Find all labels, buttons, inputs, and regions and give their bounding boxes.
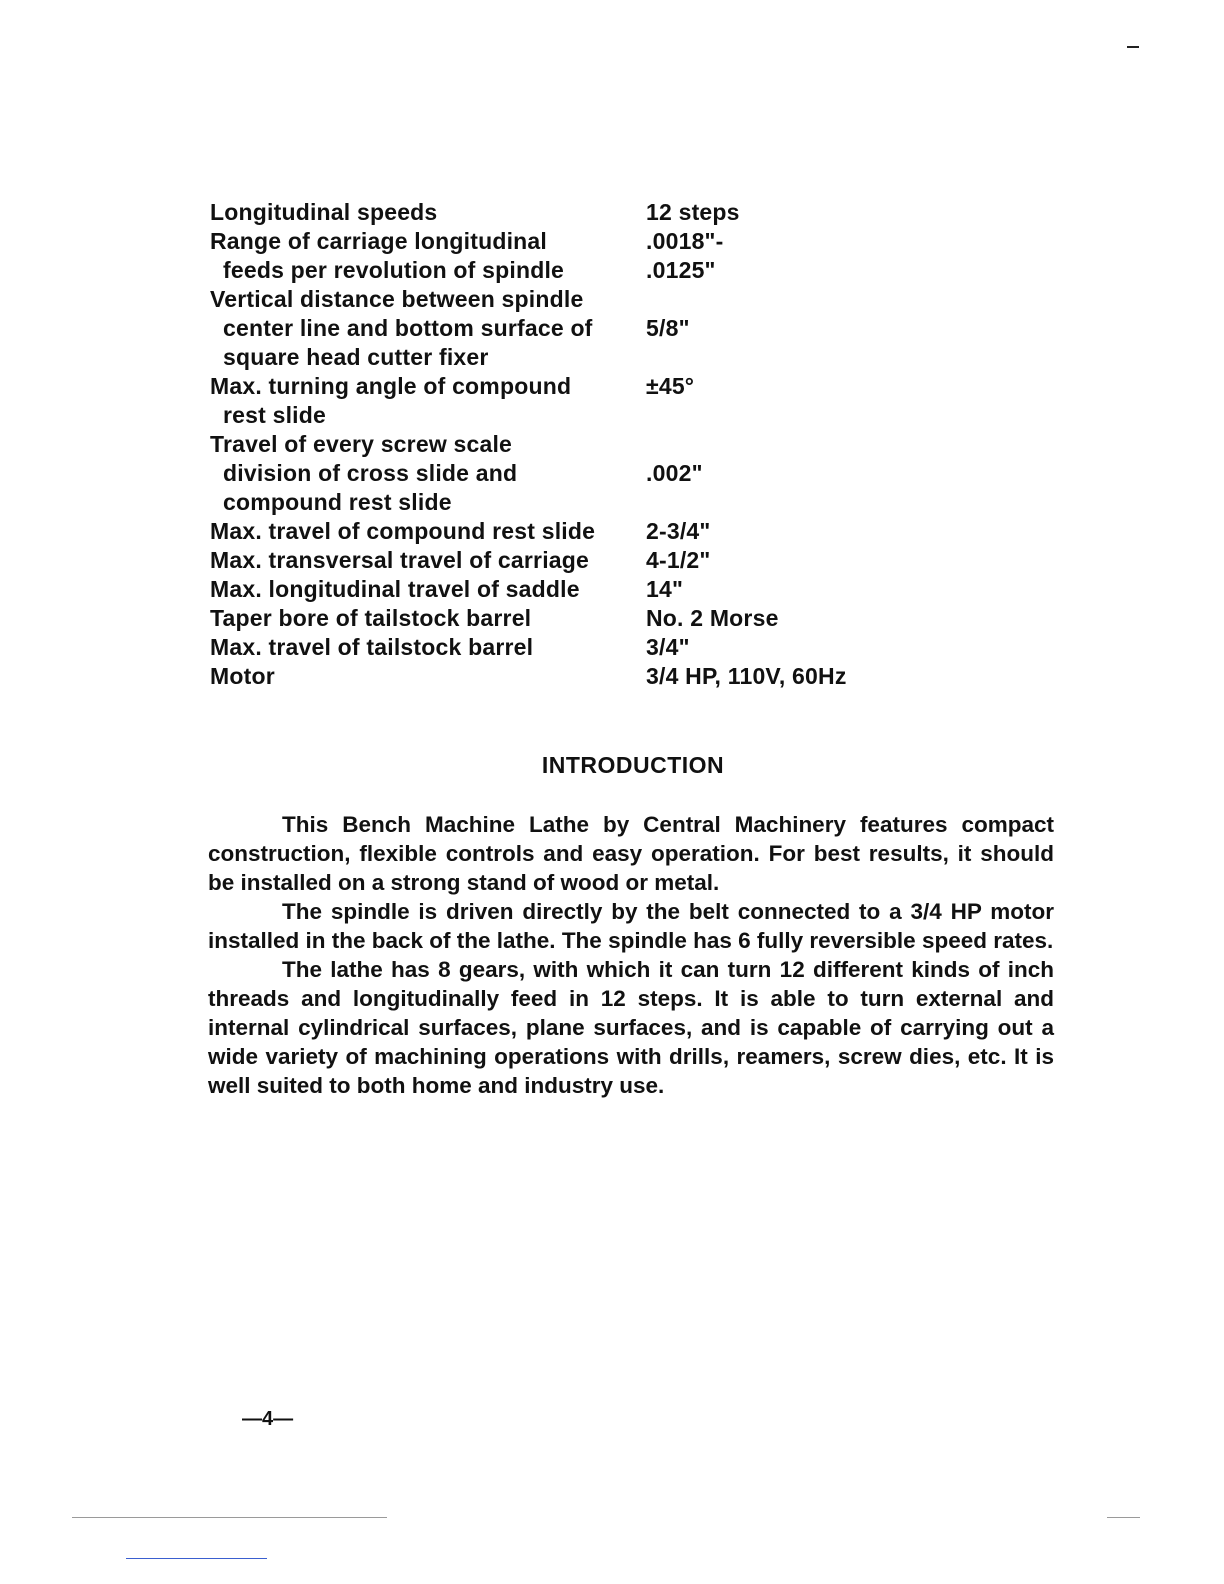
spec-label-line: feeds per revolution of spindle xyxy=(223,257,565,283)
spec-value: 3/4" xyxy=(646,634,690,660)
spec-label xyxy=(210,517,646,546)
spec-label-line: Taper bore of tailstock barrel xyxy=(210,605,532,631)
spec-label xyxy=(210,662,646,691)
specifications-table xyxy=(210,198,930,691)
spec-label-line: Longitudinal speeds xyxy=(210,199,438,225)
section-heading: INTRODUCTION xyxy=(541,752,725,778)
paragraph: The lathe has 8 gears, with which it can turn 12 different kinds of inch threads and longitudinally feed in 12 steps. It is able to turn external and internal cylindrical surfaces, plane surfaces, and is capable of carrying out a wide variety of machining operations with drills, reamers, screw dies, etc. It is well suited to both home and industry use. xyxy=(208,957,1054,1098)
spec-row xyxy=(210,285,930,372)
introduction-body xyxy=(208,810,1054,1100)
spec-label xyxy=(210,575,646,604)
spec-value: 3/4 HP, 110V, 60Hz xyxy=(646,663,847,689)
spec-row xyxy=(210,662,930,691)
spec-row xyxy=(210,546,930,575)
spec-label xyxy=(210,227,646,285)
spec-value: 4-1/2" xyxy=(646,547,711,573)
spec-value: 5/8" xyxy=(646,315,690,341)
spec-label-line: Max. travel of tailstock barrel xyxy=(210,634,534,660)
spec-label xyxy=(210,546,646,575)
footer-rule xyxy=(72,1517,387,1518)
paragraph: The spindle is driven directly by the belt connected to a 3/4 HP motor installed in the back of the lathe. The spindle has 6 fully reversible speed rates. xyxy=(208,899,1054,953)
spec-row xyxy=(210,633,930,662)
footer-rule xyxy=(1107,1517,1140,1518)
spec-value: .002" xyxy=(646,460,703,486)
footer-rule xyxy=(126,1558,267,1559)
spec-label-line: Travel of every screw scale xyxy=(210,431,513,457)
spec-label-line: Vertical distance between spindle xyxy=(210,286,584,312)
spec-row xyxy=(210,430,930,517)
spec-value: 2-3/4" xyxy=(646,518,711,544)
spec-value: No. 2 Morse xyxy=(646,605,779,631)
spec-row xyxy=(210,227,930,285)
spec-value: ±45° xyxy=(646,373,695,399)
spec-label-line: center line and bottom surface of xyxy=(223,315,593,341)
spec-label-line: Max. travel of compound rest slide xyxy=(210,518,596,544)
page-number: —4— xyxy=(242,1408,294,1430)
spec-row xyxy=(210,517,930,546)
spec-label-line: square head cutter fixer xyxy=(223,344,489,370)
spec-value: 12 steps xyxy=(646,199,740,225)
spec-row xyxy=(210,198,930,227)
spec-label xyxy=(210,604,646,633)
spec-label xyxy=(210,633,646,662)
spec-label-line: Max. longitudinal travel of saddle xyxy=(210,576,580,602)
spec-label-line: division of cross slide and xyxy=(223,460,518,486)
spec-label xyxy=(210,198,646,227)
spec-label-line: Range of carriage longitudinal xyxy=(210,228,547,254)
spec-label xyxy=(210,285,646,372)
spec-label xyxy=(210,372,646,430)
spec-row xyxy=(210,575,930,604)
spec-label-line: Max. transversal travel of carriage xyxy=(210,547,590,573)
spec-label-line: Max. turning angle of compound xyxy=(210,373,572,399)
spec-value: 14" xyxy=(646,576,684,602)
spec-row xyxy=(210,604,930,633)
spec-row xyxy=(210,372,930,430)
spec-label xyxy=(210,430,646,517)
spec-label-line: compound rest slide xyxy=(223,489,452,515)
paragraph: This Bench Machine Lathe by Central Machinery features compact construction, flexible controls and easy operation. For best results, it should be installed on a strong stand of wood or metal. xyxy=(208,812,1054,895)
spec-value: .0018"- .0125" xyxy=(646,228,724,283)
corner-mark xyxy=(1127,46,1139,48)
spec-label-line: Motor xyxy=(210,663,275,689)
spec-label-line: rest slide xyxy=(223,402,326,428)
